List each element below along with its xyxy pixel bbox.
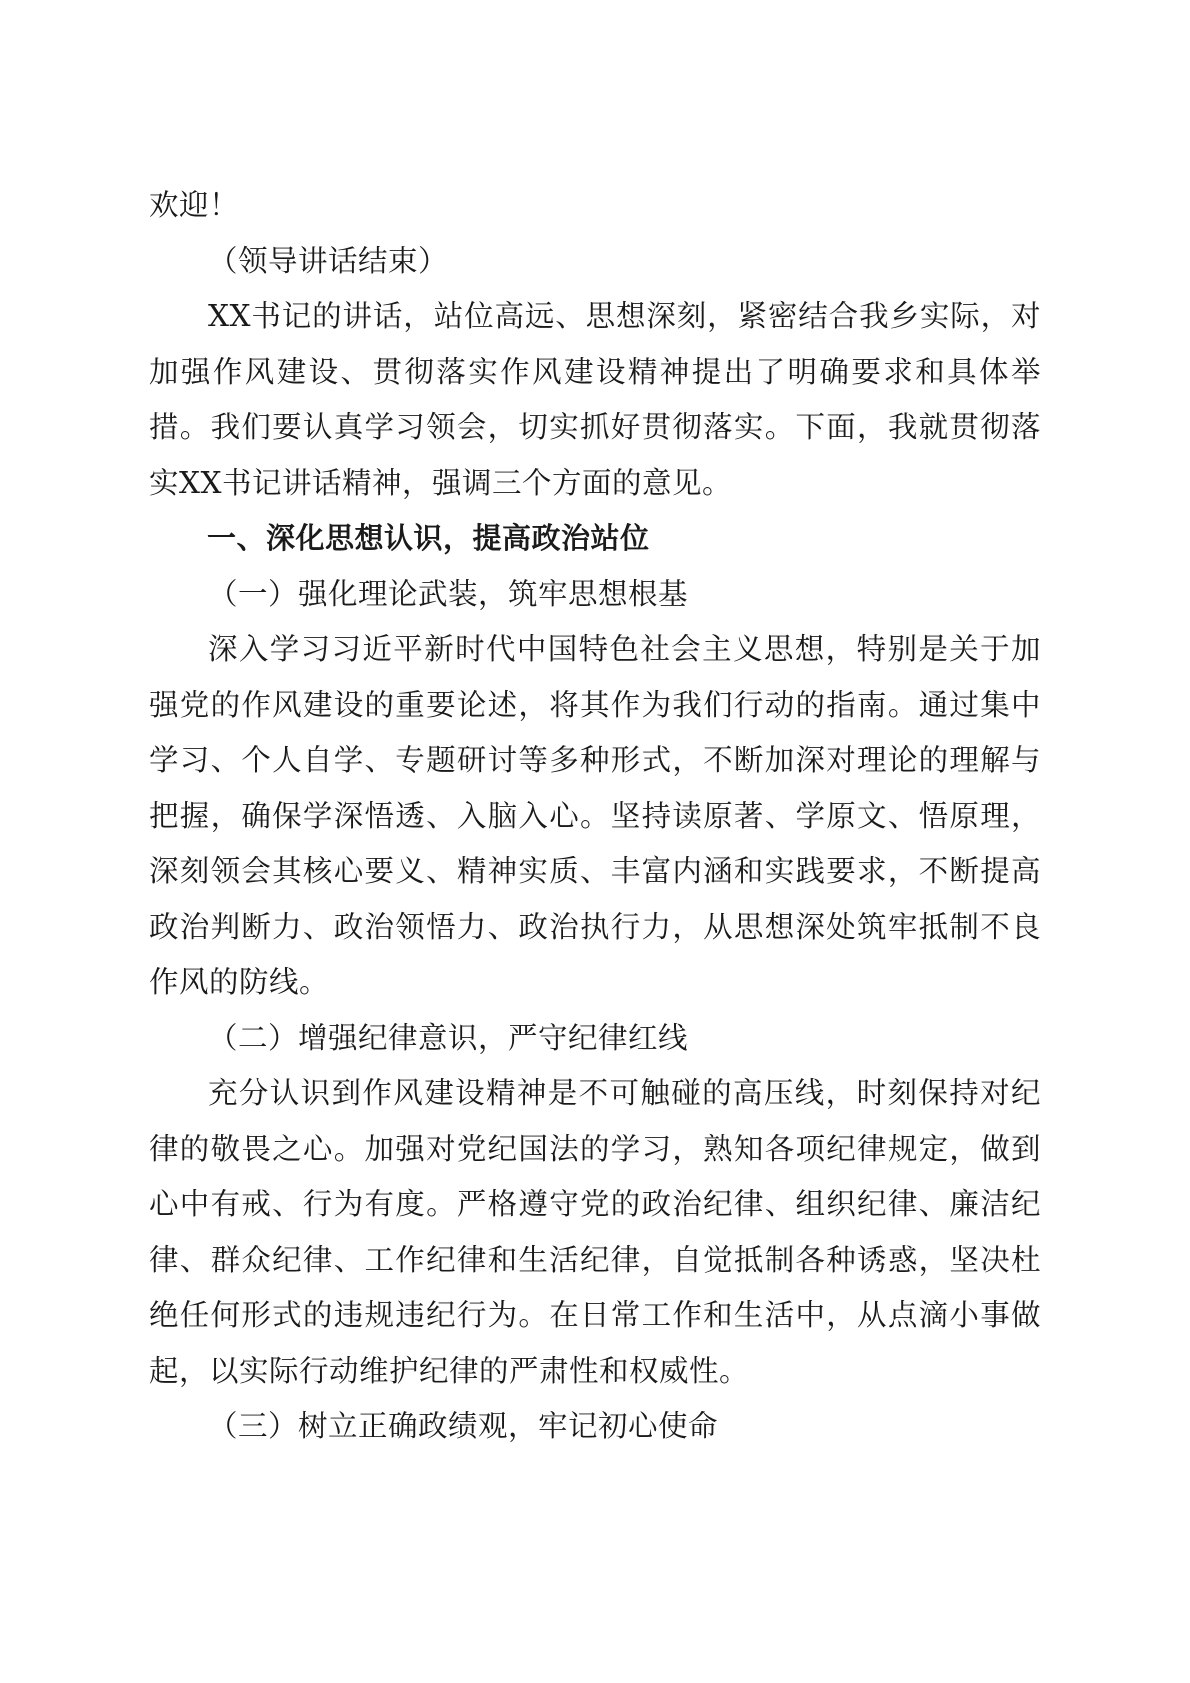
- subsection-1-body: 深入学习习近平新时代中国特色社会主义思想，特别是关于加强党的作风建设的重要论述，将其作为我们行动的指南。通过集中学习、个人自学、专题研讨等多种形式，不断加深对理论的理解与把握，确保学深悟透、入脑入心。坚持读原著、学原文、悟原理，深刻领会其核心要义、精神实质、丰富内涵和实践要求，不断提高政治判断力、政治领悟力、政治执行力，从思想深处筑牢抵制不良作风的防线。: [149, 632, 1041, 999]
- closing-note: （领导讲话结束）: [208, 243, 449, 278]
- subsection-2-heading: （二）增强纪律意识，严守纪律红线: [208, 1020, 689, 1055]
- subsection-1-heading: （一）强化理论武装，筑牢思想根基: [208, 576, 689, 611]
- subsection-3-heading: （三）树立正确政绩观，牢记初心使命: [208, 1409, 719, 1443]
- document-body: [149, 178, 1041, 1455]
- continuation-line: 欢迎！: [149, 188, 240, 222]
- subsection-2-body: 充分认识到作风建设精神是不可触碰的高压线，时刻保持对纪律的敬畏之心。加强对党纪国法的学习，熟知各项纪律规定，做到心中有戒、行为有度。严格遵守党的政治纪律、组织纪律、廉洁纪律、群众纪律、工作纪律和生活纪律，自觉抵制各种诱惑，坚决杜绝任何形式的违规违纪行为。在日常工作和生活中，从点滴小事做起，以实际行动维护纪律的严肃性和权威性。: [149, 1076, 1041, 1388]
- intro-paragraph: XX书记的讲话，站位高远、思想深刻，紧密结合我乡实际，对加强作风建设、贯彻落实作风建设精神提出了明确要求和具体举措。我们要认真学习领会，切实抓好贯彻落实。下面，我就贯彻落实XX书记讲话精神，强调三个方面的意见。: [149, 299, 1041, 500]
- section-1-heading: 一、深化思想认识，提高政治站位: [207, 521, 650, 555]
